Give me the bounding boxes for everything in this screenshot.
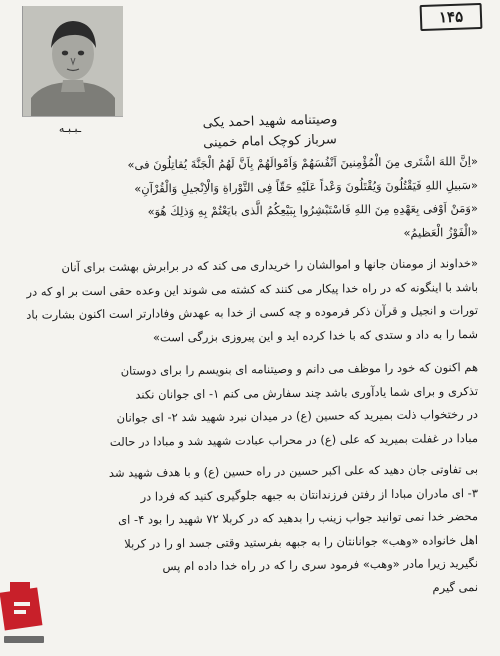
text-line: مبادا در غفلت بمیرید که علی (ع) در محراب عبادت شهید شد و مبادا در حالت: [109, 430, 479, 449]
text-line: «اِنَّ اللهَ اشْتَرى مِنَ الْمُؤْمِنينَ اَنْفُسَهُمْ وَاَمْوالَهُمْ بِاَنَّ لَهُمُ الْجَنَّةَ يُقاتِلُونَ فى»: [127, 154, 479, 172]
text-line: محضر خدا نمی توانید جواب زینب را بدهید که در کربلا ۷۲ شهید را بود ۴- ای: [118, 509, 479, 527]
text-line: «خداوند از مومنان جانها و اموالشان را خریداری می کند که در برابرش بهشت برای آنان: [61, 256, 479, 275]
photo-caption: ـبـبـه: [58, 122, 82, 135]
text-line: در رختخواب ذلت بمیرید که حسین (ع) در میدان نبرد شهید شد ۲- ای جوانان: [116, 407, 479, 425]
text-line: باشد با اینگونه که در راه خدا پیکار می کنند که کشته می شوند این وعده حقی است بر او که در: [26, 279, 479, 299]
text-line: نگیرید زیرا مادر «وهب» فرمود سری را که در راه خدا داده ام پس: [162, 556, 479, 574]
document-header: [180, 112, 360, 152]
watermark-logo: [0, 576, 50, 656]
text-line: شما را به داد و ستدی که با خدا کرده اید و این پیروزی بزرگی است»: [152, 326, 479, 344]
translation-paragraph: [22, 252, 478, 346]
document-body: [22, 150, 478, 599]
text-line: تذکری و برای شما یادآوری باشد چند سفارش می کنم ۱- ای جوانان نکند: [135, 383, 479, 402]
advice-paragraph: [22, 356, 478, 450]
header-title: وصیتنامه شهید احمد یکی: [202, 112, 338, 131]
text-line: ۳- ای مادران مبادا از رفتن فرزندانتان به جبهه جلوگیری کنید که فردا در: [140, 485, 479, 504]
text-line: تورات و انجیل و قرآن ذکر فرموده و چه کسی از خدا به عهدش وفادارتر است اکنون بشارت باد: [26, 303, 479, 322]
portrait-image: [23, 6, 123, 116]
closing-paragraph: [22, 458, 478, 599]
header-subtitle: سرباز کوچک امام خمینی: [202, 132, 338, 151]
text-line: هم اکنون که خود را موظف می دانم و وصیتنامه ای بنویسم را برای دوستان: [120, 360, 479, 378]
page-number: ۱۴۵: [420, 3, 483, 31]
portrait-photo: [22, 6, 123, 117]
text-line: اهل خانواده «وهب» جوانانتان را به جبهه بفرستید وقتی جسد او را در کربلا: [124, 532, 479, 551]
text-line: بی تفاوتی جان دهید که علی اکبر حسین در راه حسین (ع) و با هدف شهید شد: [108, 462, 479, 480]
text-line: نمی گیرم: [432, 579, 479, 594]
quran-verse-paragraph: [22, 150, 478, 244]
text-line: «وَمَنْ اَوْفى بِعَهْدِهِ مِنَ اللهِ فَاسْتَبْشِرُوا بِبَيْعِكُمُ الَّذى بايَعْتُمْ بِهِ وَذلِكَ هُوَ»: [147, 201, 479, 219]
text-line: «سَبيلِ اللهِ فَيَقْتُلُونَ وَيُقْتَلُونَ وَعْداً عَلَيْهِ حَقّاً فِى التَّوْراةِ وَالْاِنْجيلِ وَالْقُرْآنِ»: [134, 177, 479, 196]
text-line: «الْفَوْزُ الْعَظيمُ»: [403, 224, 479, 240]
